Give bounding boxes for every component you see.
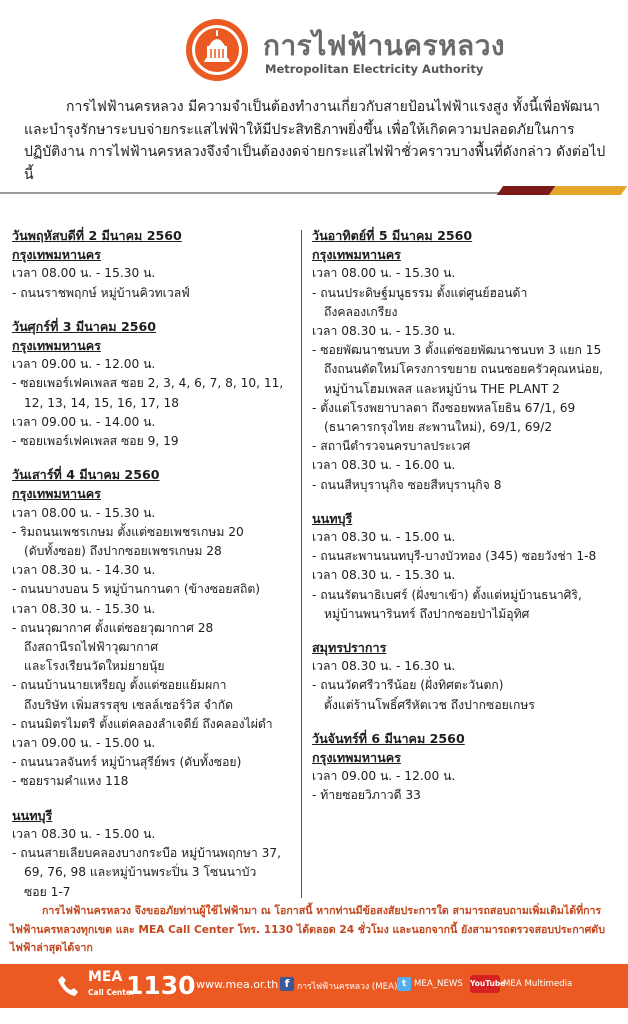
schedule-line: - ท้ายซอยวิภาวดี 33: [312, 788, 421, 803]
call-center-label: Call Center: [88, 988, 135, 997]
schedule-line: และโรงเรียนวัดใหม่ยายนุ้ย: [24, 659, 165, 674]
schedule-line: - ถนนสะพานนนทบุรี-บางบัวทอง (345) ซอยวังช่า 1-8: [312, 549, 597, 564]
schedule-line: เวลา 08.30 น. - 16.00 น.: [312, 458, 456, 473]
mea-label: MEA: [88, 969, 123, 985]
schedule-line: 12, 13, 14, 15, 16, 17, 18: [24, 395, 180, 410]
schedule-line: เวลา 09.00 น. - 15.00 น.: [12, 736, 156, 751]
column-divider: [301, 230, 302, 898]
schedule-day: [12, 226, 295, 303]
youtube-link[interactable]: MEA Multimedia: [503, 979, 573, 989]
mea-logo-icon: [178, 18, 256, 82]
area-heading: กรุงเทพมหานคร: [312, 750, 401, 766]
area-heading: กรุงเทพมหานคร: [12, 247, 101, 263]
schedule-area-block: [12, 806, 295, 902]
left-column: [12, 226, 295, 902]
schedule-line: เวลา 08.30 น. - 14.30 น.: [12, 563, 156, 578]
schedule-line: - ซอยเพอร์เฟคเพลส ซอย 9, 19: [12, 434, 179, 449]
apology-note: การไฟฟ้านครหลวง จึงขออภัยท่านผู้ใช้ไฟฟ้ามา ณ โอกาสนี้ หากท่านมีข้อสงสัยประการใด สามารถสอบถามเพิ่มเติมได้ที่การไฟฟ้านครหลวงทุกเขต และ MEA Call Center โทร. 1130 ได้ตลอด 24 ชั่วโมง และนอกจากนี้ ยังสามารถตรวจสอบประกาศดับไฟฟ้าล่าสุดได้จาก: [10, 905, 605, 955]
facebook-icon[interactable]: f: [280, 977, 294, 991]
schedule-line: - ริมถนนเพชรเกษม ตั้งแต่ซอยเพชรเกษม 20: [12, 524, 244, 539]
website-link[interactable]: www.mea.or.th: [196, 978, 279, 991]
area-heading: สมุทรปราการ: [312, 640, 387, 656]
area-heading: กรุงเทพมหานคร: [12, 486, 101, 502]
schedule-line: - ถนนประดิษฐ์มนูธรรม ตั้งแต่ศูนย์ฮอนด้า: [312, 285, 528, 300]
decorative-stripe: [0, 186, 628, 196]
schedule-line: ถึงสถานีรถไฟฟ้าวุฒากาศ: [24, 640, 159, 655]
area-heading: กรุงเทพมหานคร: [12, 338, 101, 354]
schedule-day: [312, 729, 620, 806]
twitter-link[interactable]: MEA_NEWS: [414, 979, 463, 989]
schedule-line: หมู่บ้านโฮมเพลส และหมู่บ้าน THE PLANT 2: [324, 381, 560, 396]
date-heading: วันเสาร์ที่ 4 มีนาคม 2560: [12, 467, 160, 483]
header: [0, 14, 628, 84]
call-center-number[interactable]: 1130: [126, 971, 196, 1000]
schedule-area-block: [312, 638, 620, 715]
schedule-line: - ถนนบ้านนายเหรียญ ตั้งแต่ซอยแย้มผกา: [12, 678, 227, 693]
youtube-icon[interactable]: YouTube: [470, 975, 500, 993]
date-heading: วันอาทิตย์ที่ 5 มีนาคม 2560: [312, 228, 473, 243]
schedule-line: - ถนนวุฒากาศ ตั้งแต่ซอยวุฒากาศ 28: [12, 620, 214, 635]
schedule-line: ถึงบริษัท เพิ่มสรรสุข เซลล์เซอร์วิส จำกัด: [24, 697, 234, 712]
schedule-line: เวลา 09.00 น. - 12.00 น.: [12, 357, 156, 372]
schedule-line: เวลา 08.30 น. - 15.30 น.: [312, 324, 456, 339]
area-heading: กรุงเทพมหานคร: [312, 247, 401, 263]
schedule-line: เวลา 08.30 น. - 15.00 น.: [312, 530, 456, 545]
schedule-line: หมู่บ้านพนารินทร์ ถึงปากซอยป่าไม้อุทิศ: [324, 606, 530, 621]
date-heading: วันจันทร์ที่ 6 มีนาคม 2560: [312, 730, 465, 746]
schedule-day: [12, 465, 295, 791]
schedule-line: - ถนนสายเลียบคลองบางกระบือ หมู่บ้านพฤกษา 37,: [12, 846, 281, 861]
schedule-line: - ตั้งแต่โรงพยาบาลตา ถึงซอยพหลโยธิน 67/1, 69: [312, 400, 576, 415]
schedule-line: (ธนาคารกรุงไทย สะพานใหม่), 69/1, 69/2: [324, 420, 553, 435]
date-heading: วันศุกร์ที่ 3 มีนาคม 2560: [12, 318, 157, 334]
facebook-link[interactable]: การไฟฟ้านครหลวง (MEA): [297, 982, 398, 992]
schedule-line: เวลา 08.00 น. - 15.30 น.: [12, 505, 156, 520]
brand-name-english: Metropolitan Electricity Authority: [265, 62, 484, 76]
schedule-area-block: [312, 509, 620, 624]
schedule-day: [312, 226, 620, 495]
schedule-line: - ถนนนวลจันทร์ หมู่บ้านสุรีย์พร (ดับทั้งซอย): [12, 755, 242, 770]
schedule-line: ถึงถนนตัดใหม่โครงการขยาย ถนนซอยครัวคุณหน่อย,: [324, 362, 603, 377]
stripe-line: [0, 192, 512, 194]
date-heading: วันพฤหัสบดีที่ 2 มีนาคม 2560: [12, 228, 182, 243]
schedule-line: - ซอยรามคำแหง 118: [12, 774, 129, 789]
schedule-line: เวลา 08.00 น. - 15.30 น.: [12, 266, 156, 281]
schedule-line: - ถนนบางบอน 5 หมู่บ้านกานดา (ข้างซอยสถิต): [12, 582, 260, 597]
schedule-line: ซอย 1-7: [24, 884, 71, 899]
schedule-line: เวลา 08.30 น. - 15.00 น.: [12, 826, 156, 841]
schedule-line: เวลา 08.30 น. - 15.30 น.: [12, 601, 156, 616]
right-column: [312, 226, 620, 806]
schedule-line: เวลา 08.00 น. - 15.30 น.: [312, 266, 456, 281]
schedule-line: (ดับทั้งซอย) ถึงปากซอยเพชรเกษม 28: [24, 544, 222, 559]
schedule-line: - ซอยเพอร์เฟคเพลส ซอย 2, 3, 4, 6, 7, 8, 10, 11,: [12, 376, 284, 391]
area-heading: นนทบุรี: [312, 510, 353, 526]
schedule-line: - ถนนมิตรไมตรี ตั้งแต่คลองลำเจดีย์ ถึงคลองไผ่ดำ: [12, 716, 273, 731]
stripe-gold-block: [549, 186, 627, 195]
schedule-line: - ถนนราชพฤกษ์ หมู่บ้านคิวทเวลฟ์: [12, 285, 190, 300]
phone-icon: [56, 974, 80, 998]
twitter-icon[interactable]: t: [397, 977, 411, 991]
schedule-line: - ถนนสีหบุรานุกิจ ซอยสีหบุรานุกิจ 8: [312, 477, 502, 492]
intro-paragraph: การไฟฟ้านครหลวง มีความจำเป็นต้องทำงานเกี่ยวกับสายป้อนไฟฟ้าแรงสูง ทั้งนี้เพื่อพัฒนาและบำรุงรักษาระบบจ่ายกระแสไฟฟ้าให้มีประสิทธิภาพยิ่งขึ้น เพื่อให้เกิดความปลอดภัยในการปฏิบัติงาน การไฟฟ้านครหลวงจึงจำเป็นต้องงดจ่ายกระแสไฟฟ้าชั่วคราวบางพื้นที่ดังกล่าว ดังต่อไปนี้: [24, 99, 606, 183]
schedule-day: [12, 317, 295, 451]
schedule-line: ตั้งแต่ร้านโพธิ์ศรีหัตเวช ถึงปากซอยเกษร: [324, 697, 535, 712]
schedule-line: เวลา 09.00 น. - 14.00 น.: [12, 414, 156, 429]
schedule-line: 69, 76, 98 และหมู่บ้านพระปิ่น 3 โซนนาบัว: [24, 865, 257, 880]
schedule-line: - สถานีตำรวจนครบาลประเวศ: [312, 439, 471, 454]
schedule-line: เวลา 08.30 น. - 15.30 น.: [312, 568, 456, 583]
brand-name-thai: การไฟฟ้านครหลวง: [263, 29, 506, 62]
schedule-line: - ถนนรัตนาธิเบศร์ (ฝั่งขาเข้า) ตั้งแต่หมู่บ้านธนาศิริ,: [312, 587, 582, 602]
schedule-line: เวลา 09.00 น. - 12.00 น.: [312, 769, 456, 784]
contact-bar: [0, 964, 628, 1008]
schedule-line: ถึงคลองเกรียง: [324, 304, 398, 319]
schedule-line: - ซอยพัฒนาชนบท 3 ตั้งแต่ซอยพัฒนาชนบท 3 แยก 15: [312, 343, 602, 358]
area-heading: นนทบุรี: [12, 807, 53, 823]
schedule-line: เวลา 08.30 น. - 16.30 น.: [312, 659, 456, 674]
schedule-line: - ถนนวัดศรีวารีน้อย (ฝั่งทิศตะวันตก): [312, 678, 504, 693]
